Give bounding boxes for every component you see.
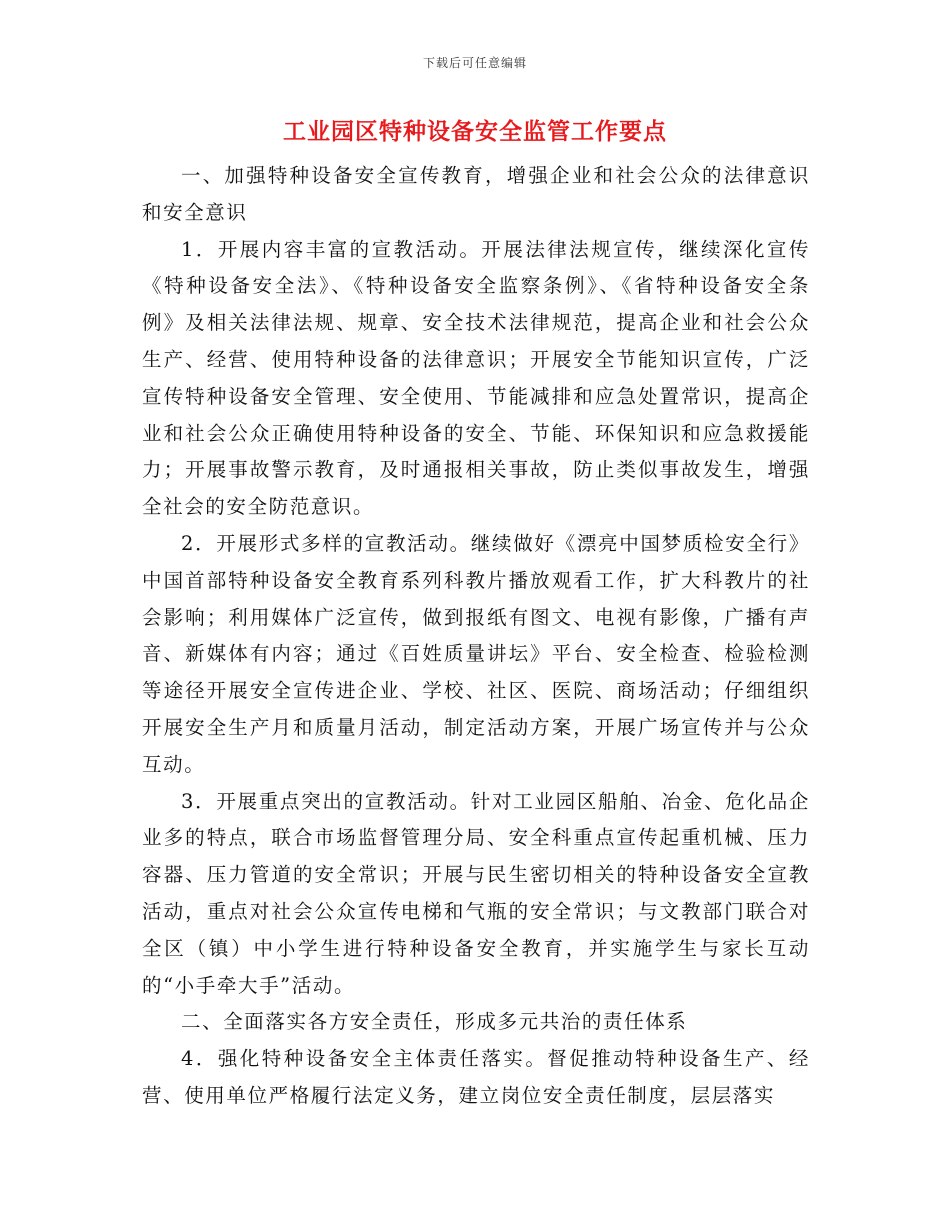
section-heading-2: 二、全面落实各方安全责任，形成多元共治的责任体系: [181, 1010, 688, 1034]
section-heading-1: 一、加强特种设备安全宣传教育，增强企业和社会公众的法律意识和安全意识: [142, 164, 810, 224]
header-note: 下载后可任意编辑: [422, 56, 527, 70]
paragraph-item-3: 3．开展重点突出的宣教活动。针对工业园区船舶、冶金、危化品企业多的特点，联合市场监督管理分局、安全科重点宣传起重机械、压力容器、压力管道的安全常识；开展与民生密切相关的特种设备安全宣教活动，重点对社会公众宣传电梯和气瓶的安全常识；与文教部门联合对全区（镇）中小学生进行特种设备安全教育，并实施学生与家长互动的“小手牵大手”活动。: [142, 789, 810, 997]
paragraph-item-4: 4．强化特种设备安全主体责任落实。督促推动特种设备生产、经营、使用单位严格履行法定义务，建立岗位安全责任制度，层层落实: [142, 1047, 810, 1107]
paragraph-item-1: 1．开展内容丰富的宣教活动。开展法律法规宣传，继续深化宣传《特种设备安全法》、《特种设备安全监察条例》、《省特种设备安全条例》及相关法律法规、规章、安全技术法律规范，提高企业和社会公众生产、经营、使用特种设备的法律意识；开展安全节能知识宣传，广泛宣传特种设备安全管理、安全使用、节能减排和应急处置常识，提高企业和社会公众正确使用特种设备的安全、节能、环保知识和应急救援能力；开展事故警示教育，及时通报相关事故，防止类似事故发生，增强全社会的安全防范意识。: [142, 237, 810, 519]
document-body: [142, 158, 810, 1115]
paragraph-item-2: 2．开展形式多样的宣教活动。继续做好《漂亮中国梦质检安全行》中国首部特种设备安全教育系列科教片播放观看工作，扩大科教片的社会影响；利用媒体广泛宣传，做到报纸有图文、电视有影像，广播有声音、新媒体有内容；通过《百姓质量讲坛》平台、安全检查、检验检测等途径开展安全宣传进企业、学校、社区、医院、商场活动；仔细组织开展安全生产月和质量月活动，制定活动方案，开展广场宣传并与公众互动。: [142, 531, 810, 776]
document-title: 工业园区特种设备安全监管工作要点: [283, 118, 667, 145]
